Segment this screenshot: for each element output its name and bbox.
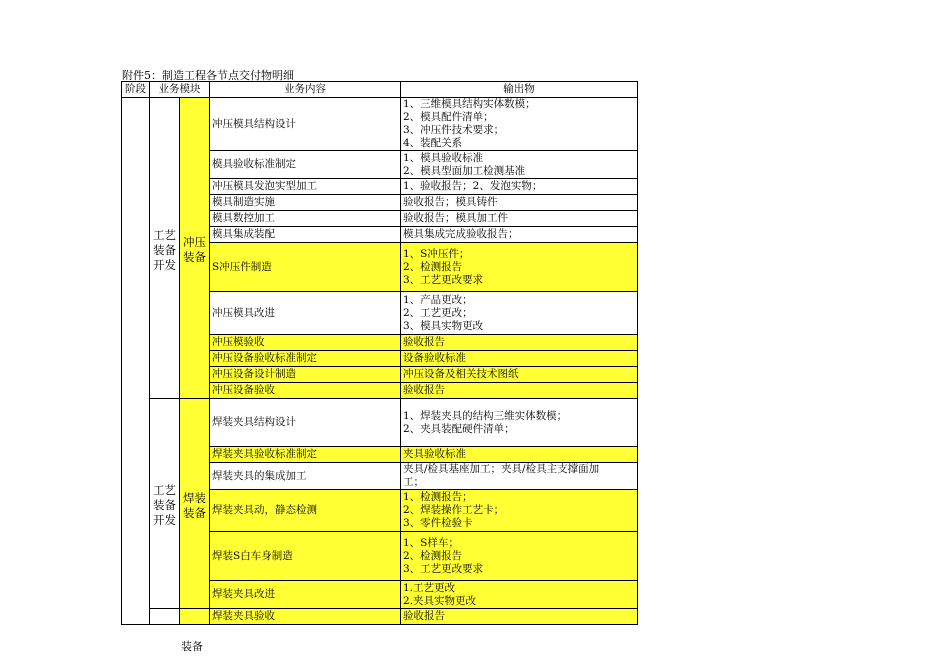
content-cell: 冲压模具改进 (210, 292, 401, 335)
module-label: 冲压 装备 (183, 235, 206, 264)
output-cell: 夹具验收标准 (401, 447, 638, 463)
output-cell: 1.工艺更改 2.夹具实物更改 (401, 581, 638, 609)
stage-label: 工艺 装备 开发 (153, 483, 176, 527)
header-output: 输出物 (401, 82, 638, 98)
stage-label: 工艺 装备 开发 (153, 227, 176, 272)
header-content: 业务内容 (210, 82, 401, 98)
stage-label-cell (150, 609, 180, 625)
output-cell: 验收报告 (401, 609, 638, 625)
content-cell: 模具制造实施 (210, 195, 401, 211)
module-label: 焊装 装备 (183, 490, 206, 520)
output-cell: 1、S样车； 2、检测报告 3、工艺更改要求 (401, 532, 638, 581)
stage-label-cell (150, 98, 180, 399)
output-cell: 冲压设备及相关技术图纸 (401, 367, 638, 383)
output-cell: 验收报告；模具铸件 (401, 195, 638, 211)
header-stage: 阶段 (122, 82, 150, 98)
content-cell: 焊装夹具结构设计 (210, 399, 401, 447)
content-cell: 焊装夹具动，静态检测 (210, 490, 401, 532)
content-cell: 焊装夹具验收标准制定 (210, 447, 401, 463)
content-cell: 冲压模具发泡实型加工 (210, 179, 401, 195)
output-cell: 验收报告 (401, 335, 638, 351)
header-module: 业务模块 (150, 82, 210, 98)
output-cell: 设备验收标准 (401, 351, 638, 367)
content-cell: 冲压设备验收标准制定 (210, 351, 401, 367)
content-cell: 焊装S白车身制造 (210, 532, 401, 581)
deliverables-table (121, 81, 638, 625)
module-label-cell (180, 98, 210, 399)
content-cell: S冲压件制造 (210, 243, 401, 292)
content-cell: 模具集成装配 (210, 227, 401, 243)
table-row (122, 609, 638, 625)
output-cell: 验收报告 (401, 383, 638, 399)
output-cell: 1、检测报告； 2、焊装操作工艺卡； 3、零件检验卡 (401, 490, 638, 532)
content-cell: 冲压设备验收 (210, 383, 401, 399)
content-cell: 模具数控加工 (210, 211, 401, 227)
output-cell: 1、焊装夹具的结构三维实体数模； 2、夹具装配硬件清单； (401, 399, 638, 447)
output-cell: 1、模具验收标准 2、模具型面加工检测基准 (401, 151, 638, 179)
output-cell: 1、S冲压件； 2、检测报告 3、工艺更改要求 (401, 243, 638, 292)
output-cell: 夹具/检具基座加工；夹具/检具主支撑面加 工； (401, 463, 638, 490)
output-cell: 1、三维模具结构实体数模； 2、模具配件清单； 3、冲压件技术要求； 4、装配关系 (401, 98, 638, 151)
header-row (122, 82, 638, 98)
content-cell: 焊装夹具的集成加工 (210, 463, 401, 490)
content-cell: 冲压模具结构设计 (210, 98, 401, 151)
content-cell: 模具验收标准制定 (210, 151, 401, 179)
stage-label-cell (150, 399, 180, 609)
output-cell: 模具集成完成验收报告； (401, 227, 638, 243)
content-cell: 焊装夹具验收 (210, 609, 401, 625)
output-cell: 1、验收报告；2、发泡实物； (401, 179, 638, 195)
footer-label: 装备 (181, 640, 203, 653)
content-cell: 冲压模验收 (210, 335, 401, 351)
content-cell: 冲压设备设计制造 (210, 367, 401, 383)
content-cell: 焊装夹具改进 (210, 581, 401, 609)
table-row (122, 98, 638, 151)
output-cell: 验收报告；模具加工件 (401, 211, 638, 227)
module-label-cell (180, 609, 210, 625)
document-caption: 附件5：制造工程各节点交付物明细 (122, 69, 294, 82)
stage-cell (122, 98, 150, 625)
table-row (122, 399, 638, 447)
output-cell: 1、产品更改； 2、工艺更改； 3、模具实物更改 (401, 292, 638, 335)
module-label-cell (180, 399, 210, 609)
